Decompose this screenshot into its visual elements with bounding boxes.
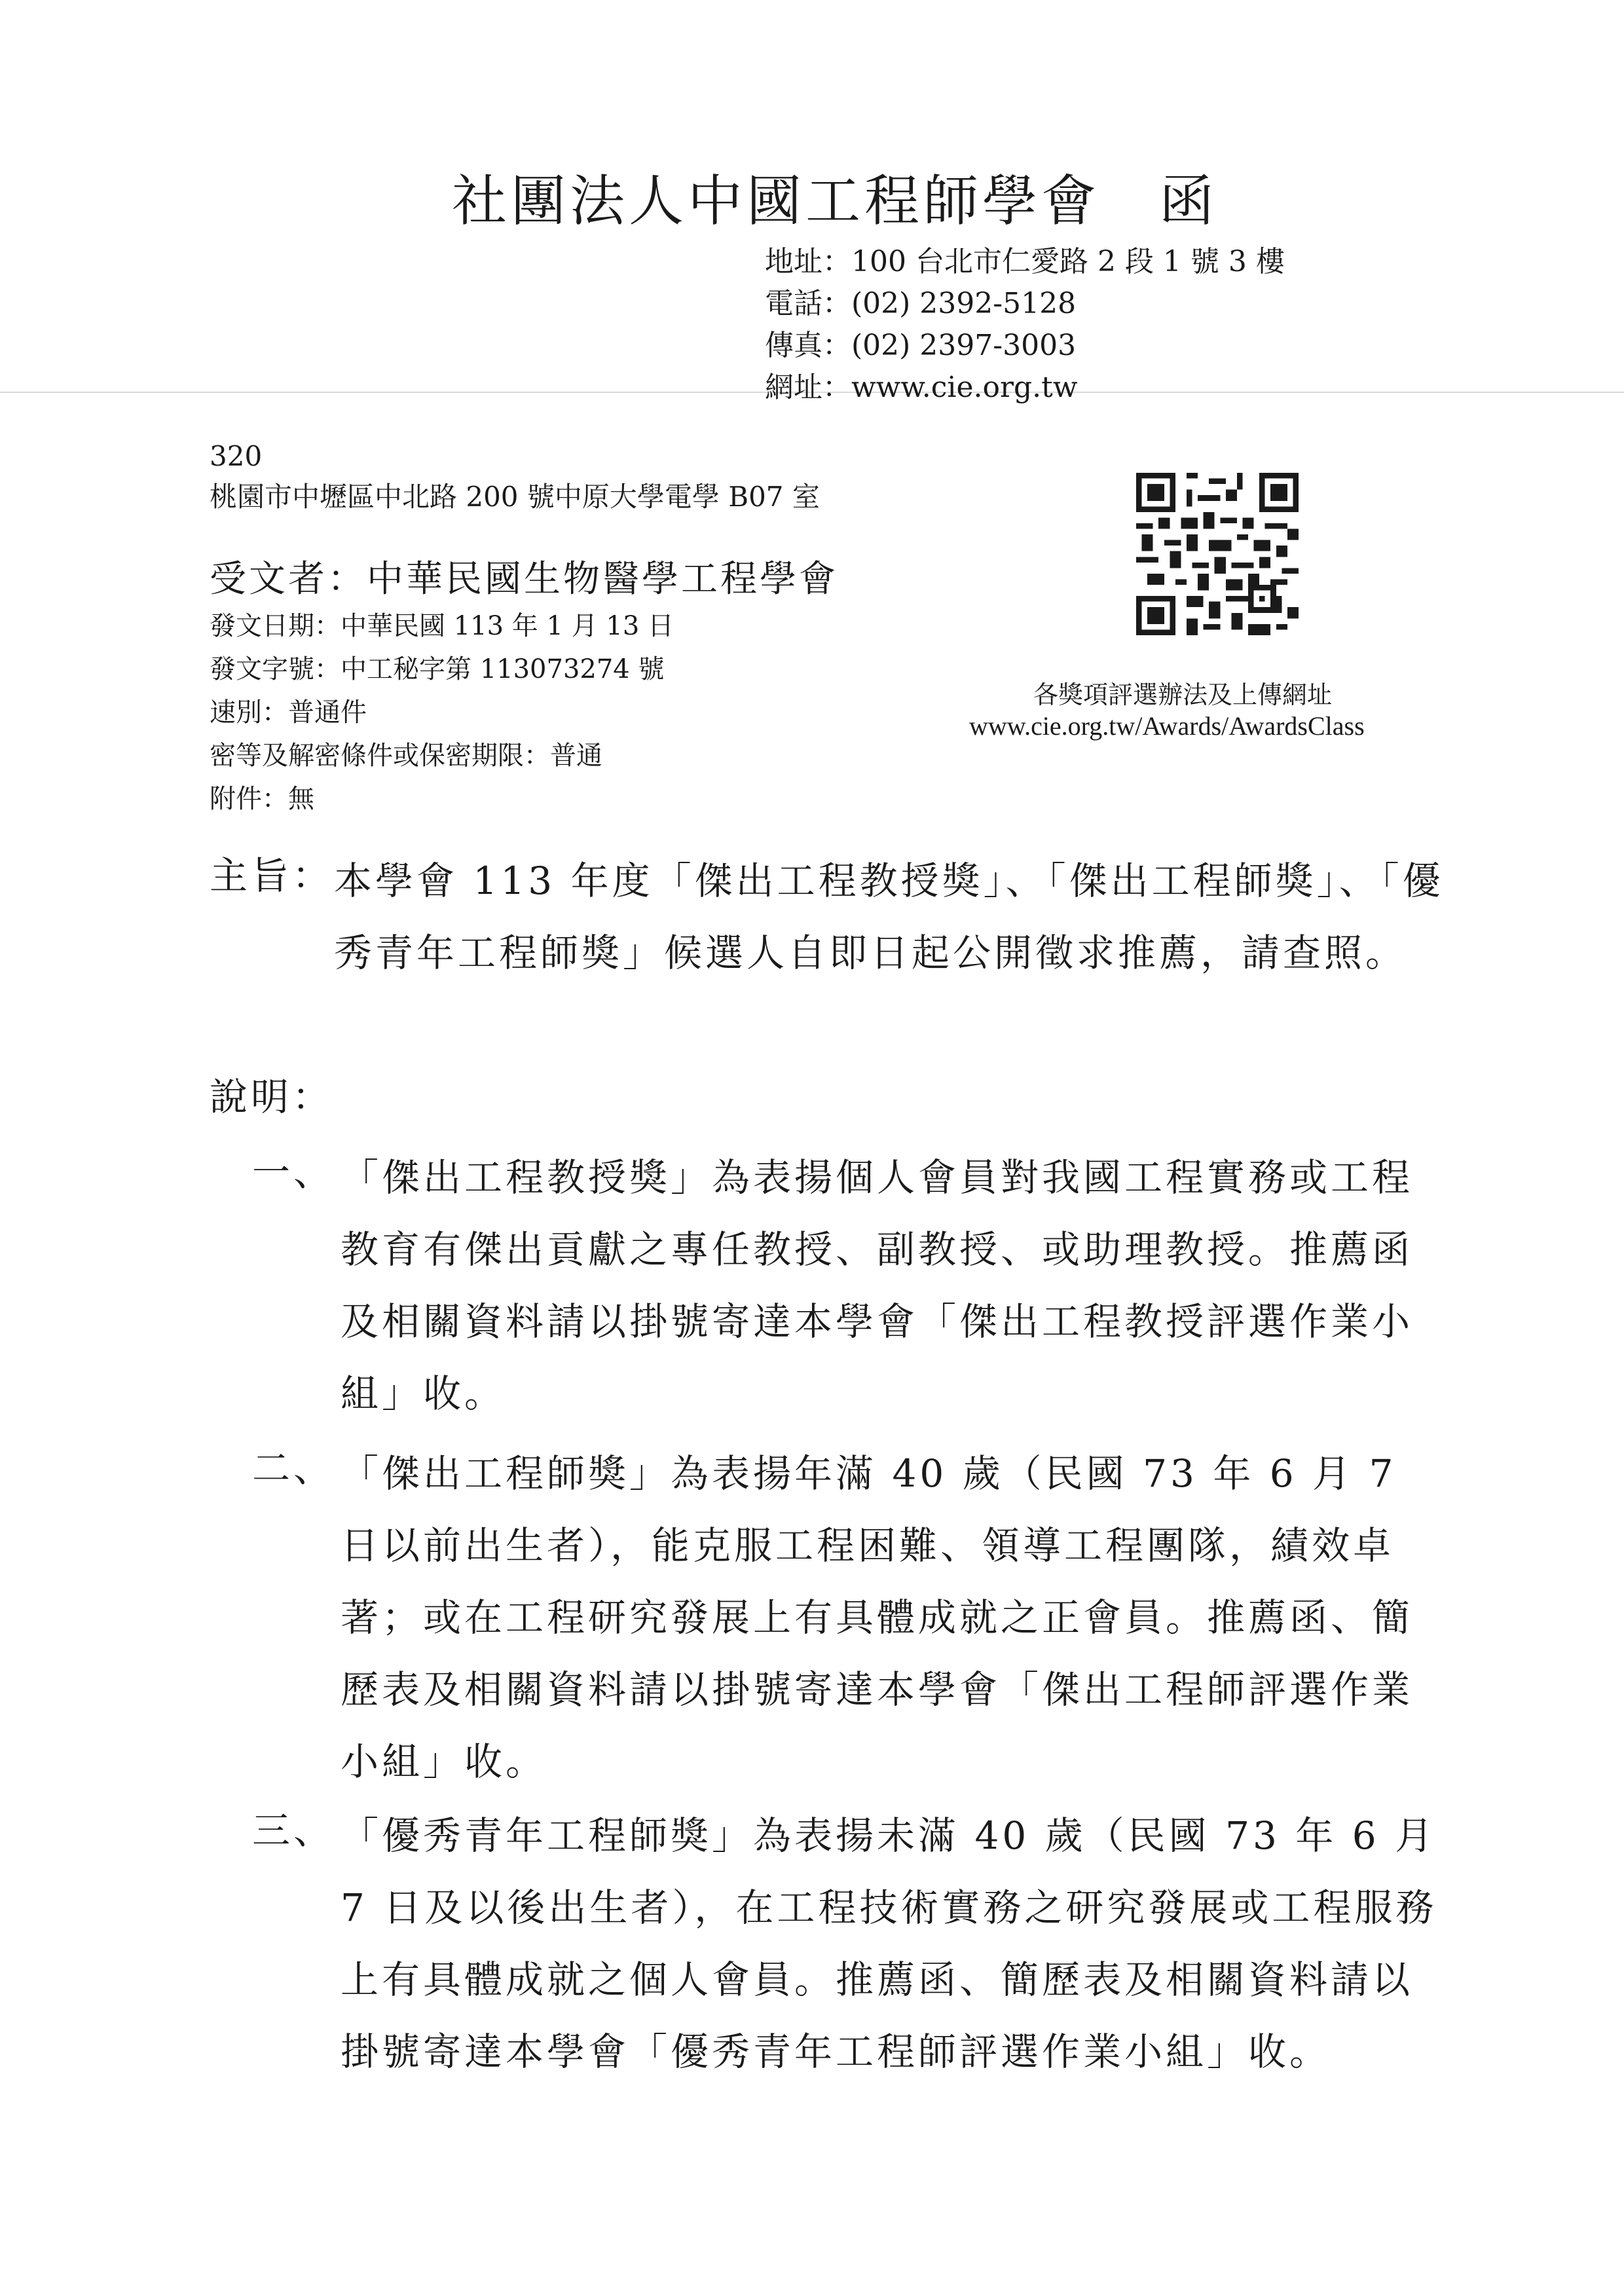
confidentiality: 密等及解密條件或保密期限：普通 [210, 741, 602, 771]
item-number-1: 一、 [252, 1150, 335, 1194]
item-text-2: 「傑出工程師獎」為表揚年滿 40 歲（民國 73 年 6 月 7 日以前出生者），能克服工程困難、領導工程團隊，績效卓著；或在工程研究發展上有具體成就之正會員。推薦函、簡歷表及相關資料請以掛號寄達本學會「傑出工程師評選作業小組」收。 [341, 1451, 1414, 1784]
item-number-3: 三、 [252, 1808, 335, 1853]
contact-address: 地址：100 台北市仁愛路 2 段 1 號 3 樓 [765, 245, 1285, 278]
qr-url: www.cie.org.tw/Awards/AwardsClass [969, 711, 1365, 741]
contact-phone: 電話：(02) 2392-5128 [765, 287, 1077, 320]
qr-code-icon [1136, 473, 1299, 635]
subject-label: 主旨： [210, 853, 334, 898]
contact-fax: 傳真：(02) 2397-3003 [765, 329, 1077, 362]
item-text-3: 「優秀青年工程師獎」為表揚未滿 40 歲（民國 73 年 6 月 7 日及以後出生者），在工程技術實務之研究發展或工程服務上有具體成就之個人會員。推薦函、簡歷表及相關資料請以掛號寄達本學會「優秀青年工程師評選作業小組」收。 [341, 1813, 1437, 2074]
recipient-address: 桃園市中壢區中北路 200 號中原大學電學 B07 室 [210, 481, 820, 513]
subject-text: 本學會 113 年度「傑出工程教授獎」、「傑出工程師獎」、「優秀青年工程師獎」候選人自即日起公開徵求推薦，請查照。 [334, 859, 1444, 975]
qr-caption: 各獎項評選辦法及上傳網址 [1033, 680, 1333, 709]
issue-date: 發文日期：中華民國 113 年 1 月 13 日 [210, 611, 674, 641]
postal-code: 320 [210, 440, 263, 472]
item-number-2: 二、 [252, 1446, 335, 1491]
recipient-line: 受文者：中華民國生物醫學工程學會 [210, 558, 838, 601]
item-text-1: 「傑出工程教授獎」為表揚個人會員對我國工程實務或工程教育有傑出貢獻之專任教授、副教授、或助理教授。推薦函及相關資料請以掛號寄達本學會「傑出工程教授評選作業小組」收。 [341, 1155, 1414, 1416]
letter-title: 社團法人中國工程師學會 函 [452, 169, 1219, 233]
speed-class: 速別：普通件 [210, 697, 367, 728]
document-number: 發文字號：中工秘字第 113073274 號 [210, 654, 665, 684]
contact-website: 網址：www.cie.org.tw [765, 371, 1078, 404]
explanation-label: 說明： [210, 1075, 334, 1119]
attachment: 附件：無 [210, 784, 314, 814]
